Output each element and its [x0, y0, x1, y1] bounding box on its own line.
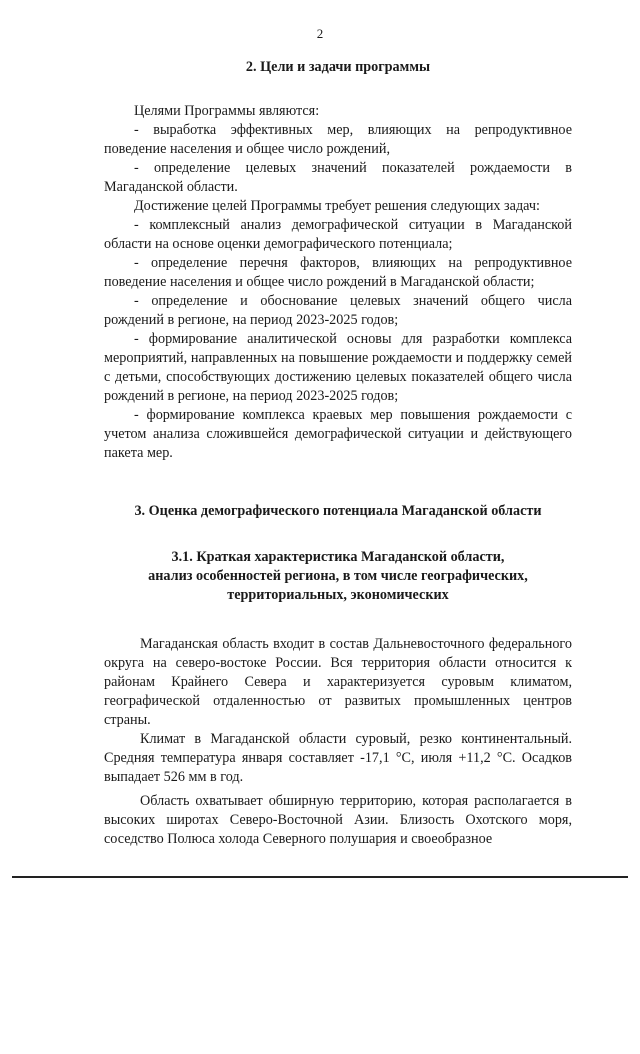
- page-number: 2: [316, 26, 324, 41]
- goal-item: - определение целевых значений показателей рождаемости в Магаданской области.: [104, 160, 572, 195]
- tasks-intro: Достижение целей Программы требует решения следующих задач:: [134, 198, 540, 214]
- goals-intro: Целями Программы являются:: [134, 103, 320, 119]
- task-item: - комплексный анализ демографической ситуации в Магаданской области на основе оценки демографического потенциала;: [104, 217, 572, 252]
- page-bottom-rule: [12, 876, 628, 878]
- task-item: - определение и обоснование целевых значений общего числа рождений в регионе, на период 2023-2025 годов;: [104, 293, 572, 328]
- section-2-heading: 2. Цели и задачи программы: [245, 59, 431, 75]
- subsection-heading-line: 3.1. Краткая характеристика Магаданской области,: [171, 549, 505, 565]
- document-body: [104, 58, 572, 849]
- section-3-heading: 3. Оценка демографического потенциала Магаданской области: [134, 503, 542, 519]
- task-item: - формирование комплекса краевых мер повышения рождаемости с учетом анализа сложившейся демографической ситуации и действующего пакета мер.: [104, 407, 572, 461]
- body-paragraph: Магаданская область входит в состав Дальневосточного федерального округа на северо-востоке России. Вся территория области относится к районам Крайнего Севера и характеризуется суровым климатом, географической отдаленностью от развитых промышленных центров страны.: [104, 636, 572, 728]
- body-paragraph: Область охватывает обширную территорию, которая располагается в высоких широтах Северо-Восточной Азии. Близость Охотского моря, соседство Полюса холода Северного полушария и своеобразное: [104, 793, 572, 847]
- task-item: - определение перечня факторов, влияющих на репродуктивное поведение населения и общее число рождений в Магаданской области;: [104, 255, 572, 290]
- task-item: - формирование аналитической основы для разработки комплекса мероприятий, направленных на повышение рождаемости и поддержку семей с детьми, способствующих достижению целевых показателей общего числа рождений в регионе, на период 2023-2025 годов;: [104, 331, 572, 404]
- body-paragraph: Климат в Магаданской области суровый, резко континентальный. Средняя температура января составляет -17,1 °С, июля +11,2 °С. Осадков выпадает 526 мм в год.: [104, 731, 572, 785]
- subsection-heading-line: анализ особенностей региона, в том числе географических,: [148, 568, 528, 584]
- goal-item: - выработка эффективных мер, влияющих на репродуктивное поведение населения и общее число рождений,: [104, 122, 572, 157]
- subsection-heading-line: территориальных, экономических: [227, 587, 449, 603]
- subsection-3-1-heading: [104, 548, 572, 605]
